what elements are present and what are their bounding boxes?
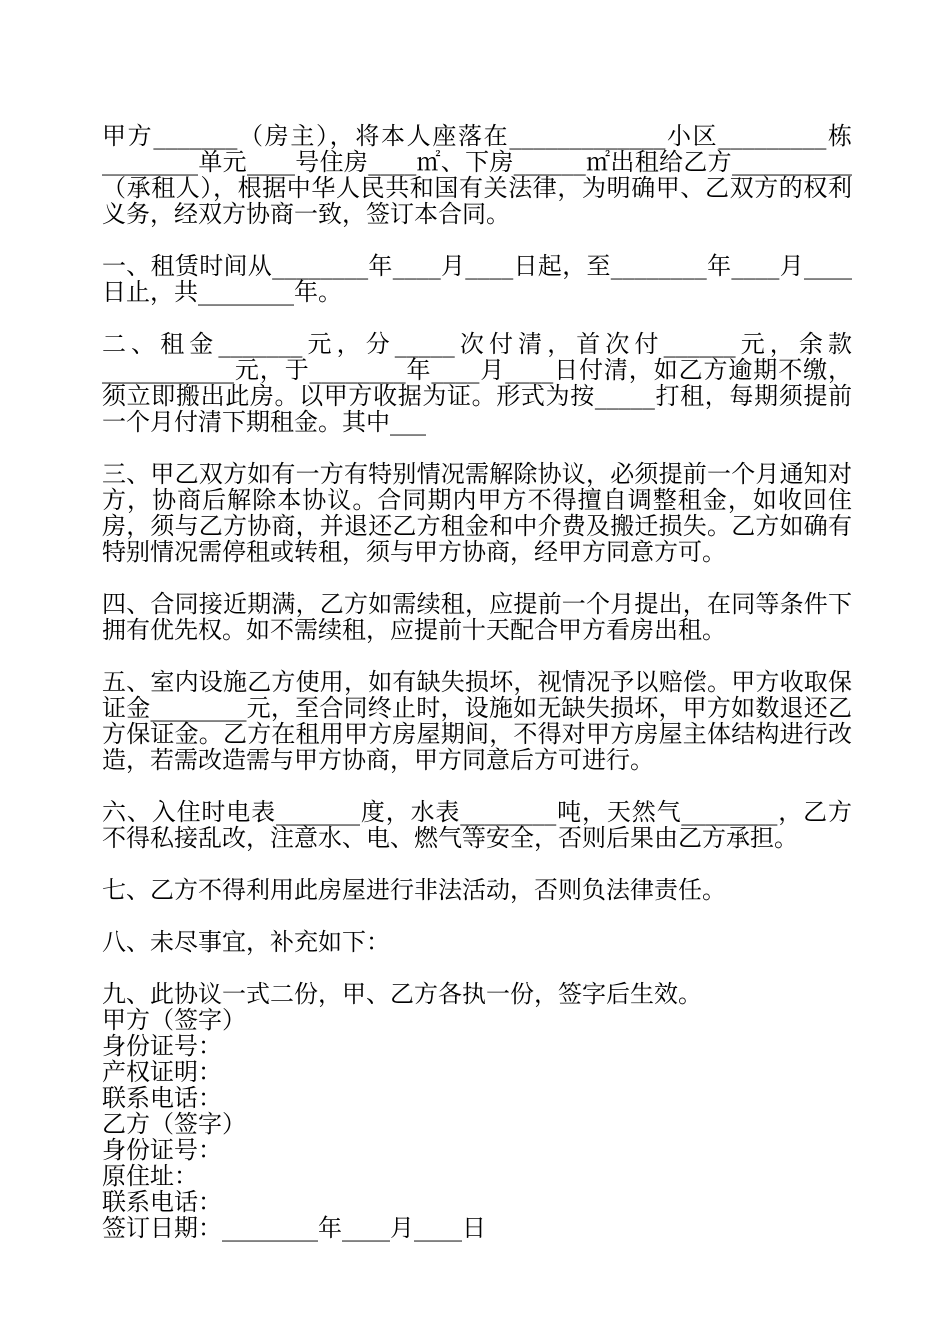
- contract-document: [102, 123, 852, 1241]
- clause-1-lease-term: 一、租赁时间从________年____月____日起，至________年____月____日止，共________年。: [102, 252, 852, 306]
- clause-9-validity: 九、此协议一式二份，甲、乙方各执一份，签字后生效。: [102, 980, 702, 1008]
- sign-date-label: 签订日期：________年____月____日: [102, 1214, 486, 1242]
- contract-intro: 甲方_______（房主），将本人座落在_____________小区_________栋________单元____号住房____㎡、下房______㎡出租给乙方__________（承租人），根据中华人民共和国有关法律，为明确甲、乙双方的权利义务，经双方协商一致，签订本合同。: [102, 122, 852, 228]
- party-b-phone-label: 联系电话：: [102, 1188, 222, 1216]
- clause-2-rent: 二、租金_______元，分_____次付清，首次付______元，余款___________元，于________年____月____日付清，如乙方逾期不缴，须立即搬出此房。以甲方收据为证。形式为按_____打租，每期须提前一个月付清下期租金。其中___: [102, 330, 852, 436]
- signature-block: [102, 981, 852, 1241]
- clause-7-legal: 七、乙方不得利用此房屋进行非法活动，否则负法律责任。: [102, 876, 726, 904]
- party-a-id-label: 身份证号：: [102, 1032, 222, 1060]
- clause-4-renewal: 四、合同接近期满，乙方如需续租，应提前一个月提出，在同等条件下拥有优先权。如不需续租，应提前十天配合甲方看房出租。: [102, 590, 852, 644]
- clause-8-supplement: 八、未尽事宜，补充如下：: [102, 928, 390, 956]
- clause-3-termination: 三、甲乙双方如有一方有特别情况需解除协议，必须提前一个月通知对方，协商后解除本协议。合同期内甲方不得擅自调整租金，如收回住房，须与乙方协商，并退还乙方租金和中介费及搬迁损失。乙方如确有特别情况需停租或转租，须与甲方协商，经甲方同意方可。: [102, 460, 852, 566]
- clause-5-deposit: 五、室内设施乙方使用，如有缺失损坏，视情况予以赔偿。甲方收取保证金________元，至合同终止时，设施如无缺失损坏，甲方如数退还乙方保证金。乙方在租用甲方房屋期间，不得对甲方房屋主体结构进行改造，若需改造需与甲方协商，甲方同意后方可进行。: [102, 668, 852, 774]
- party-a-property-label: 产权证明：: [102, 1058, 222, 1086]
- party-a-phone-label: 联系电话：: [102, 1084, 222, 1112]
- party-b-id-label: 身份证号：: [102, 1136, 222, 1164]
- party-b-signature-label: 乙方（签字）: [102, 1110, 246, 1138]
- clause-6-meters: 六、入住时电表_______度，水表________吨，天然气________，乙方不得私接乱改，注意水、电、燃气等安全，否则后果由乙方承担。: [102, 798, 852, 852]
- party-b-address-label: 原住址：: [102, 1162, 198, 1190]
- party-a-signature-label: 甲方（签字）: [102, 1006, 246, 1034]
